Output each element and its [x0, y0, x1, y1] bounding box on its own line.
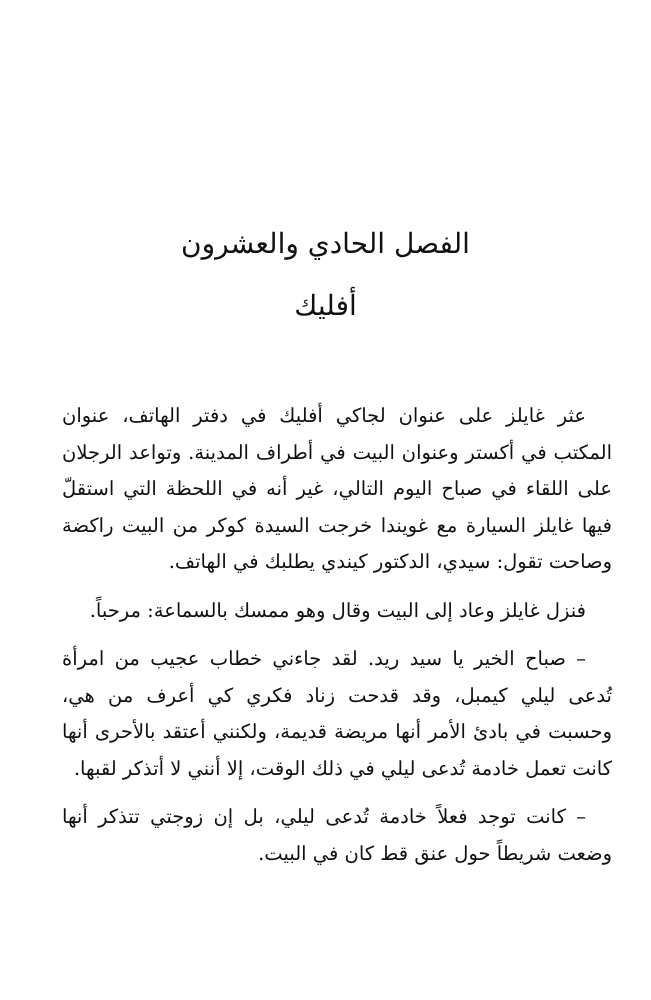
- paragraph: فنزل غايلز وعاد إلى البيت وقال وهو ممسك بالسماعة: مرحباً.: [89, 598, 586, 622]
- paragraph: – صباح الخير يا سيد ريد. لقد جاءني خطاب عجيب من امرأة تُدعى ليلي كيمبل، وقد قدحت زناد فكري كي أعرف من هي، وحسبت في بادئ الأمر أنها مريضة قديمة، ولكنني أعتقد بالأحرى أنها كانت تعمل خادمة تُدعى ليلي في ذلك الوقت، إلا أنني لا أتذكر لقبها.: [62, 647, 612, 780]
- chapter-title: الفصل الحادي والعشرون: [181, 227, 470, 260]
- paragraph: عثر غايلز على عنوان لجاكي أفليك في دفتر الهاتف، عنوان المكتب في أكستر وعنوان البيت في أطراف المدينة. وتواعد الرجلان على اللقاء في صباح اليوم التالي، غير أنه في اللحظة التي استقلّ فيها غايلز السيارة مع غويندا خرجت السيدة كوكر من البيت راكضة وصاحت تقول: سيدي، الدكتور كيندي يطلبك في الهاتف.: [62, 404, 612, 573]
- paragraph: – كانت توجد فعلاً خادمة تُدعى ليلي، بل إن زوجتي تتذكر أنها وضعت شريطاً حول عنق قط كان في البيت.: [62, 805, 612, 865]
- chapter-body: [62, 398, 612, 884]
- chapter-subtitle: أفليك: [294, 289, 357, 322]
